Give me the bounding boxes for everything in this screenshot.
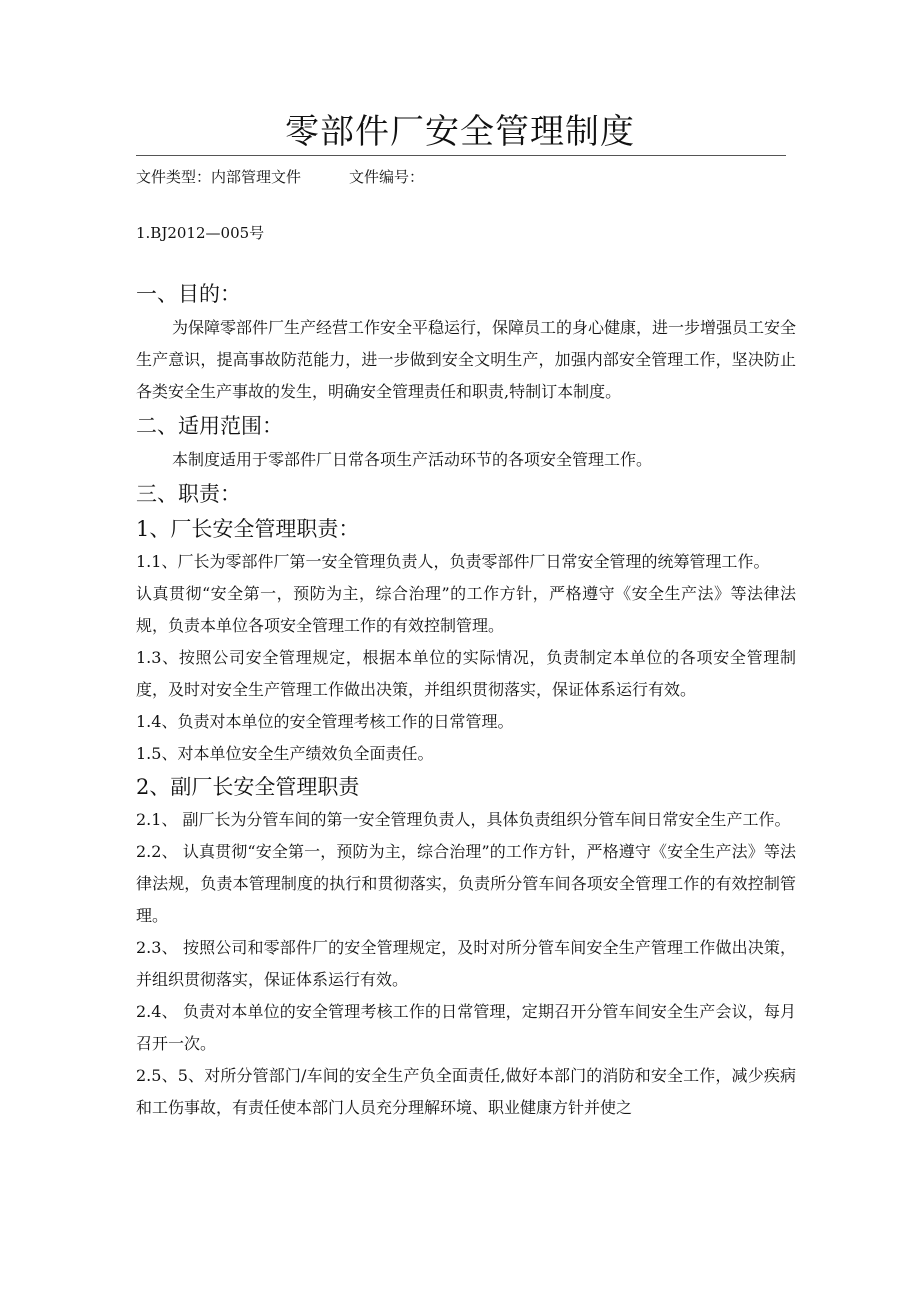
purpose-heading: 一、目的：: [136, 282, 241, 306]
deputy-duty-item: 2.5、5、对所分管部门/车间的安全生产负全面责任,做好本部门的消防和安全工作，减少疾病和工伤事故，有责任使本部门人员充分理解环境、职业健康方针并使之: [136, 1066, 796, 1117]
director-duty-item: 1.3、按照公司安全管理规定，根据本单位的实际情况，负责制定本单位的各项安全管理制度，及时对安全生产管理工作做出决策，并组织贯彻落实，保证体系运行有效。: [136, 648, 796, 699]
deputy-duty-item: 2.3、 按照公司和零部件厂的安全管理规定，及时对所分管车间安全生产管理工作做出决策，并组织贯彻落实，保证体系运行有效。: [136, 938, 796, 989]
director-duty-item: 认真贯彻“安全第一，预防为主，综合治理”的工作方针，严格遵守《安全生产法》等法律法规，负责本单位各项安全管理工作的有效控制管理。: [136, 584, 796, 635]
duties-heading: 三、职责：: [136, 482, 241, 506]
director-duty-item: 1.1、厂长为零部件厂第一安全管理负责人，负责零部件厂日常安全管理的统筹管理工作。: [136, 552, 770, 571]
purpose-text: 为保障零部件厂生产经营工作安全平稳运行，保障员工的身心健康，进一步增强员工安全生产意识，提高事故防范能力，进一步做到安全文明生产，加强内部安全管理工作，坚决防止各类安全生产事故的发生，明确安全管理责任和职责,特制订本制度。: [136, 318, 797, 401]
scope-text: 本制度适用于零部件厂日常各项生产活动环节的各项安全管理工作。: [172, 450, 653, 469]
scope-heading: 二、适用范围：: [136, 414, 283, 438]
deputy-duties-heading: 2、副厂长安全管理职责: [136, 775, 360, 799]
deputy-duty-item: 2.2、 认真贯彻“安全第一，预防为主，综合治理”的工作方针，严格遵守《安全生产法》等法律法规，负责本管理制度的执行和贯彻落实，负责所分管车间各项安全管理工作的有效控制管理。: [136, 842, 796, 925]
file-type: 文件类型：内部管理文件: [136, 168, 302, 186]
file-number: 1.BJ2012—005号: [136, 224, 265, 242]
deputy-duty-item: 2.1、 副厂长为分管车间的第一安全管理负责人，具体负责组织分管车间日常安全生产工作。: [136, 810, 791, 829]
document-title: 零部件厂安全管理制度: [285, 112, 635, 152]
title-divider: [136, 155, 786, 156]
director-duty-item: 1.5、对本单位安全生产绩效负全面责任。: [136, 744, 434, 763]
director-duties-heading: 1、厂长安全管理职责：: [136, 517, 360, 541]
director-duty-item: 1.4、负责对本单位的安全管理考核工作的日常管理。: [136, 712, 514, 731]
file-number-label: 文件编号：: [349, 168, 425, 186]
document-body: [136, 276, 796, 1124]
deputy-duty-item: 2.4、 负责对本单位的安全管理考核工作的日常管理，定期召开分管车间安全生产会议，每月召开一次。: [136, 1002, 796, 1053]
file-meta: [136, 166, 424, 188]
